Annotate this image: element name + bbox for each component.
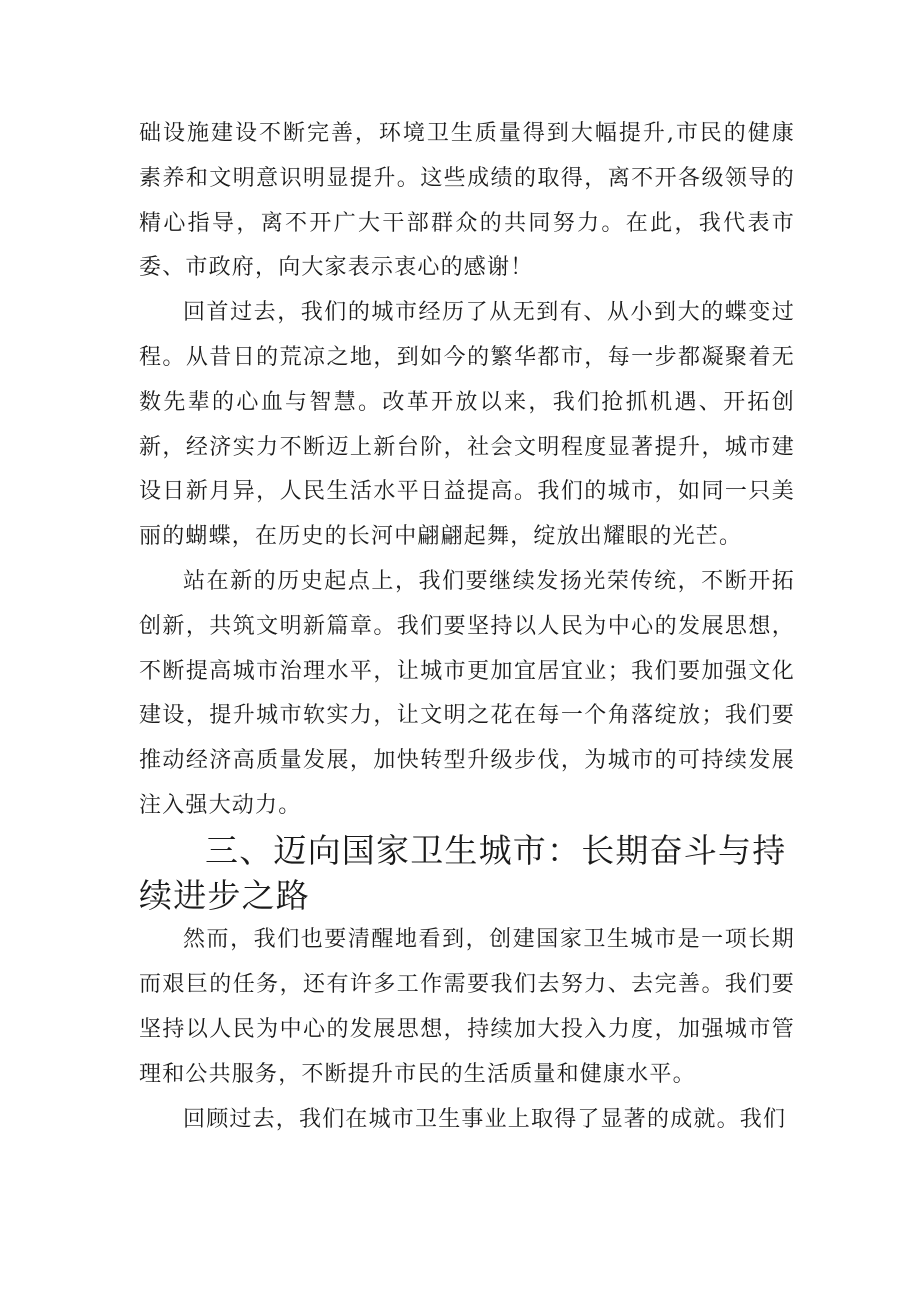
- section-heading: 三、迈向国家卫生城市：长期奋斗与持续进步之路: [139, 830, 787, 915]
- paragraph-long-term-task: 然而，我们也要清醒地看到，创建国家卫生城市是一项长期而艰巨的任务，还有许多工作需要我们去努力、去完善。我们要坚持以人民为中心的发展思想，持续加大投入力度，加强城市管理和公共服务，不断提升市民的生活质量和健康水平。: [139, 927, 795, 1087]
- paragraph-review-history: 回首过去，我们的城市经历了从无到有、从小到大的蝶变过程。从昔日的荒凉之地，到如今的繁华都市，每一步都凝聚着无数先辈的心血与智慧。改革开放以来，我们抢抓机遇、开拓创新，经济实力不断迈上新台阶，社会文明程度显著提升，城市建设日新月异，人民生活水平日益提高。我们的城市，如同一只美丽的蝴蝶，在历史的长河中翩翩起舞，绽放出耀眼的光芒。: [139, 300, 795, 550]
- document-body: [139, 112, 795, 1142]
- paragraph-new-starting-point: 站在新的历史起点上，我们要继续发扬光荣传统，不断开拓创新，共筑文明新篇章。我们要坚持以人民为中心的发展思想，不断提高城市治理水平，让城市更加宜居宜业；我们要加强文化建设，提升城市软实力，让文明之花在每一个角落绽放；我们要推动经济高质量发展，加快转型升级步伐，为城市的可持续发展注入强大动力。: [139, 568, 795, 818]
- paragraph-continuation: 础设施建设不断完善，环境卫生质量得到大幅提升,市民的健康素养和文明意识明显提升。这些成绩的取得，离不开各级领导的精心指导，离不开广大干部群众的共同努力。在此，我代表市委、市政府，向大家表示衷心的感谢！: [139, 121, 795, 281]
- paragraph-looking-back: 回顾过去，我们在城市卫生事业上取得了显著的成就。我们: [183, 1106, 787, 1132]
